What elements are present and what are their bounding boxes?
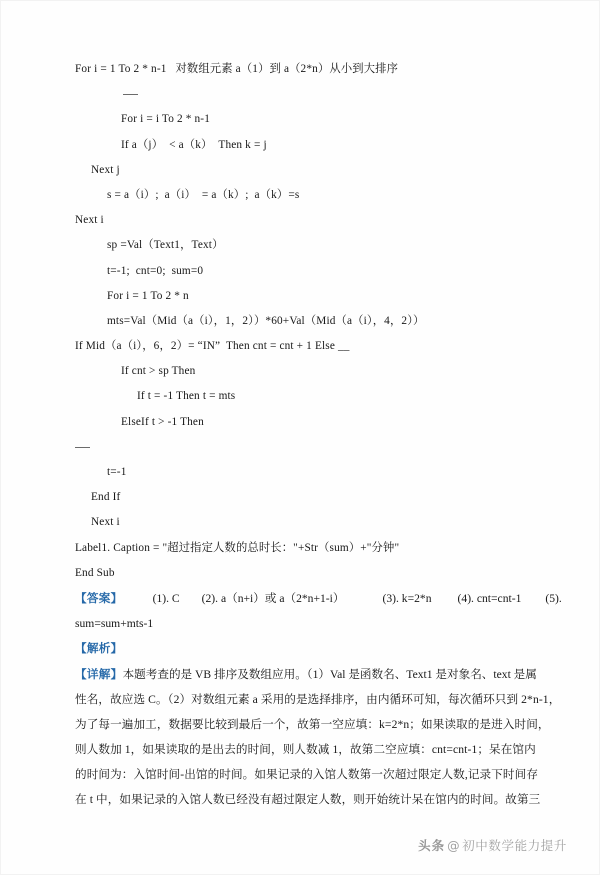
analysis-tag: 【解析】	[75, 642, 123, 656]
detail-tag: 【详解】	[75, 667, 123, 681]
detail-paragraph	[75, 687, 561, 813]
detail-line: 为了每一遍加工，数据要比较到最后一个，故第一空应填：k=2*n；如果读取的是进入时间，	[75, 717, 550, 731]
code-line: Next i	[91, 516, 120, 529]
dash-glyph	[75, 447, 90, 448]
code-line: ElseIf t > -1 Then	[121, 415, 204, 428]
code-line: If t = -1 Then t = mts	[137, 390, 236, 403]
code-line: For i = 1 To 2 * n-1 对数组元素 a（1）到 a（2*n）从小到大排序	[75, 63, 399, 75]
answer-item-5: (5).	[545, 591, 562, 605]
watermark	[418, 836, 567, 854]
code-line: End If	[91, 491, 121, 504]
answer-item-3: (3). k=2*n	[382, 591, 432, 605]
answer-analysis-block	[75, 586, 562, 813]
vb-code-listing	[75, 57, 531, 586]
code-line: Next i	[75, 214, 104, 227]
code-line: If Mid（a（i），6，2）= “IN” Then cnt = cnt + 1 Else __	[75, 340, 350, 353]
detail-first-row	[75, 662, 537, 687]
answer-item-5-value: sum=sum+mts-1	[75, 617, 154, 631]
answer-row	[75, 586, 562, 611]
code-line: sp =Val（Text1，Text）	[107, 239, 224, 252]
code-line: t=-1; cnt=0; sum=0	[107, 264, 204, 277]
watermark-brand: 头条	[418, 838, 446, 853]
answer-item-4: (4). cnt=cnt-1	[457, 591, 522, 605]
document-content	[75, 57, 562, 813]
answer-continuation-row	[75, 611, 531, 636]
watermark-account: 初中数学能力提升	[462, 838, 567, 853]
code-line-continuation-dash	[75, 435, 531, 460]
analysis-row	[75, 636, 531, 661]
code-line: Next j	[91, 163, 120, 176]
answer-tag: 【答案】	[75, 591, 123, 605]
watermark-at-symbol: @	[447, 838, 461, 853]
code-line: If cnt > sp Then	[121, 365, 196, 378]
code-line: For i = 1 To 2 * n	[107, 289, 189, 302]
code-line: s = a（i）; a（i） = a（k）; a（k）=s	[107, 188, 300, 201]
detail-line-0: 本题考查的是 VB 排序及数组应用。（1）Val 是函数名、Text1 是对象名、text 是属	[122, 667, 537, 681]
detail-line: 性名，故应选 C。（2）对数组元素 a 采用的是选择排序，由内循环可知，每次循环只到 2*n-1，	[75, 692, 561, 706]
detail-line: 的时间为：入馆时间-出馆的时间。如果记录的入馆人数第一次超过限定人数,记录下时间存	[75, 768, 539, 782]
detail-line: 在 t 中，如果记录的入馆人数已经没有超过限定人数，则开始统计呆在馆内的时间。故第三	[75, 793, 541, 807]
code-line: mts=Val（Mid（a（i），1，2））*60+Val（Mid（a（i），4，2））	[107, 314, 425, 327]
code-line: t=-1	[107, 466, 127, 478]
code-line: If a（j） < a（k） Then k = j	[121, 138, 267, 151]
detail-line: 则人数加 1，如果读取的是出去的时间，则人数减 1，故第二空应填：cnt=cnt-1；呆在馆内	[75, 743, 536, 757]
code-line: Label1. Caption = "超过指定人数的总时长："+Str（sum）+"分钟"	[75, 541, 400, 554]
dash-glyph	[123, 94, 138, 95]
answer-item-1: (1). C	[152, 591, 180, 605]
code-line: For i = i To 2 * n-1	[121, 113, 211, 126]
code-line-continuation-dash	[75, 82, 531, 107]
answer-item-2: (2). a（n+i）或 a（2*n+1-i）	[201, 591, 345, 605]
code-line: End Sub	[75, 566, 115, 579]
